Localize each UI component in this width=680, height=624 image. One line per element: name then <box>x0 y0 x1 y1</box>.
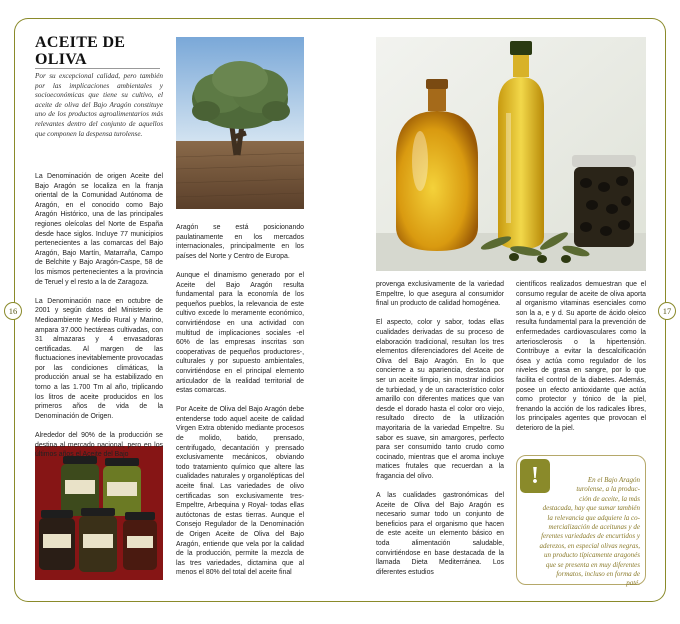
olive-oil-bottles-photo <box>376 37 646 271</box>
quote-line: ferentes variedades de encurtidos y <box>541 532 640 541</box>
text-column-1 <box>35 172 163 469</box>
quote-line: mercialización de aceitunas y de <box>548 523 640 532</box>
paragraph: Alrededor del 90% de la producción se destina al mercado nacional, pero en los últimos años el Aceite del Bajo <box>35 432 163 459</box>
paragraph: Por Aceite de Oliva del Bajo Aragón debe entenderse todo aquel aceite de calidad Virgen Extra obtenido mediante procesos de molido, batido, prensado, centrifugado, decantación y prensado exclusivamente mecánicos, obviando todo tratamiento químico que altere las cualidades naturales y organolépticas del aceite final. Las variedades de olivo certificadas son exclusivamente tres- Empeltre, Arbequina y Royal- todas ellas autóctonas de estas tierras. Aunque el Consejo Regulador de la Denominación de Origen Aceite de Oliva del Bajo Aragón, entiende que vela por la calidad de la producción, permite la mezcla de las tres variedades, dictamina que al menos el 80% del total del aceite final <box>176 406 304 577</box>
text-column-4 <box>516 280 646 443</box>
page-number-right: 17 <box>658 302 676 320</box>
quote-line: ción de aceite, la más <box>579 494 640 503</box>
quote-line: paté. <box>626 579 640 588</box>
quote-line: aderezos, en especial olivas negras, <box>539 541 640 550</box>
title-line-2: OLIVA <box>35 51 87 68</box>
paragraph: La Denominación nace en octubre de 2001 y según datos del Ministerio de Medioambiente y Medio Rural y Marino, ampara 37.000 hectáreas cultivadas, con 31 almazaras y 4 envasadoras certificadas. Al margen de las fluctuaciones inevitablemente provocadas por las condiciones climáticas, la producción anual se ha estabilizado en torno a las 1.700 Tm al año, triplicando los litros de aceite producidos en los primeros años de vida de la Denominación de Origen. <box>35 297 163 420</box>
text-column-2 <box>176 223 304 588</box>
title-divider <box>35 68 160 69</box>
quote-line: formatos, incluso en forma de <box>556 570 640 579</box>
page-number-left: 16 <box>4 302 22 320</box>
quote-line: destacada, hay que sumar también <box>542 504 640 513</box>
quote-line: que se presenta en muy diferentes <box>545 560 640 569</box>
quote-line: En el Bajo Aragón <box>587 476 640 484</box>
paragraph: El aspecto, color y sabor, todas ellas cualidades derivadas de su proceso de elaboración tradicional, resultan los tres elementos diferenciadores del Aceite de Oliva del Bajo Aragón. En lo que concierne a su apariencia, destaca por ser un aceite limpio, sin mostrar indicios de turbiedad, y de un característico color amarillo con diferentes matices que van desde el dorado hasta el color oro viejo, resultado directo de la utilización mayoritaria de la variedad Empeltre. Su sabor es suave, sin amargores, perfecto para ser consumido tanto crudo como cocinado, mientras que el aroma incluye matices frutales que recuerdan a la fragancia del olivo. <box>376 319 504 480</box>
lead-paragraph: Por su excepcional calidad, pero también por las implicaciones ambientales y socioeconómicas que tiene su cultivo, el aceite de oliva del Bajo Aragón constituye uno de los productos agroalimentarios más relevantes dentro del conjunto de aquellos que componen la despensa turolense. <box>35 72 163 138</box>
olive-tree-photo <box>176 37 304 209</box>
paragraph: provenga exclusivamente de la variedad Empeltre, lo que asegura al consumidor final un producto de calidad homogénea. <box>376 281 504 308</box>
article-title <box>35 34 125 68</box>
paragraph: La Denominación de origen Aceite del Bajo Aragón se localiza en la franja oriental de la Comunidad Autónoma de Aragón, en el conocido como Bajo Aragón Histórico, una de las principales regiones oleícolas del Norte de España desde hace siglos. Incluye 77 municipios pertenecientes a las comarcas del Bajo Aragón, Bajo Martín, Matarraña, Campo de Belchite y Bajo Aragón-Caspe, 58 de los mismos pertenecientes a la provincia de Teruel y el resto a la de Zaragoza. <box>35 173 163 286</box>
paragraph: científicos realizados demuestran que el consumo regular de aceite de oliva aporta al organismo vitaminas esenciales como son la a, e y d. Su aporte de ácido oleico resulta fundamental para la prevención de enfermedades cardiovasculares como la arteriosclerosis o la hipertensión. Contribuye a evitar la descalcificación ósea y actúa como regulador de los niveles de grasa en sangre, por lo que facilita el control de la diabetes. Además, posee un efecto antioxidante que actúa como protector y tónico de la piel, frenando la acción de los radicales libres, los principales agentes que provocan el deterioro de la piel. <box>516 281 646 432</box>
text-column-3 <box>376 280 504 587</box>
title-line-1: ACEITE DE <box>35 34 126 51</box>
quote-line: la relevancia que adquiere la co- <box>547 513 640 522</box>
pull-quote-text <box>524 476 640 589</box>
quote-line: turolense, a la produc- <box>576 485 640 494</box>
paragraph: Aunque el dinamismo generado por el Aceite del Bajo Aragón resulta fundamental para la economía de los pequeños pueblos, la relevancia de este cultivo excede lo meramente económico, convirtiéndose en una actividad con multitud de implicaciones sociales -el 60% de las empresas inscritas son cooperativas de pequeños productores-, culturales y por supuesto ambientales, convirtiéndose en el principal elemento articulador de la realidad territorial de estas comarcas. <box>176 271 304 395</box>
quote-line: un producto típicamente aragonés <box>544 551 640 560</box>
paragraph: A las cualidades gastronómicas del Aceite de Oliva del Bajo Aragón es necesario sumar todo un conjunto de beneficios para el organismo que hacen de este aceite un elemento básico en toda alimentación saludable, convirtiéndose en base destacada de la llamada Dieta Mediterránea. Los diferentes estudios <box>376 492 504 576</box>
exclamation-icon: ! <box>520 459 550 493</box>
paragraph: Aragón se está posicionando paulatinamente en los mercados internacionales, principalmente en los países del Norte y Centro de Europa. <box>176 224 304 260</box>
